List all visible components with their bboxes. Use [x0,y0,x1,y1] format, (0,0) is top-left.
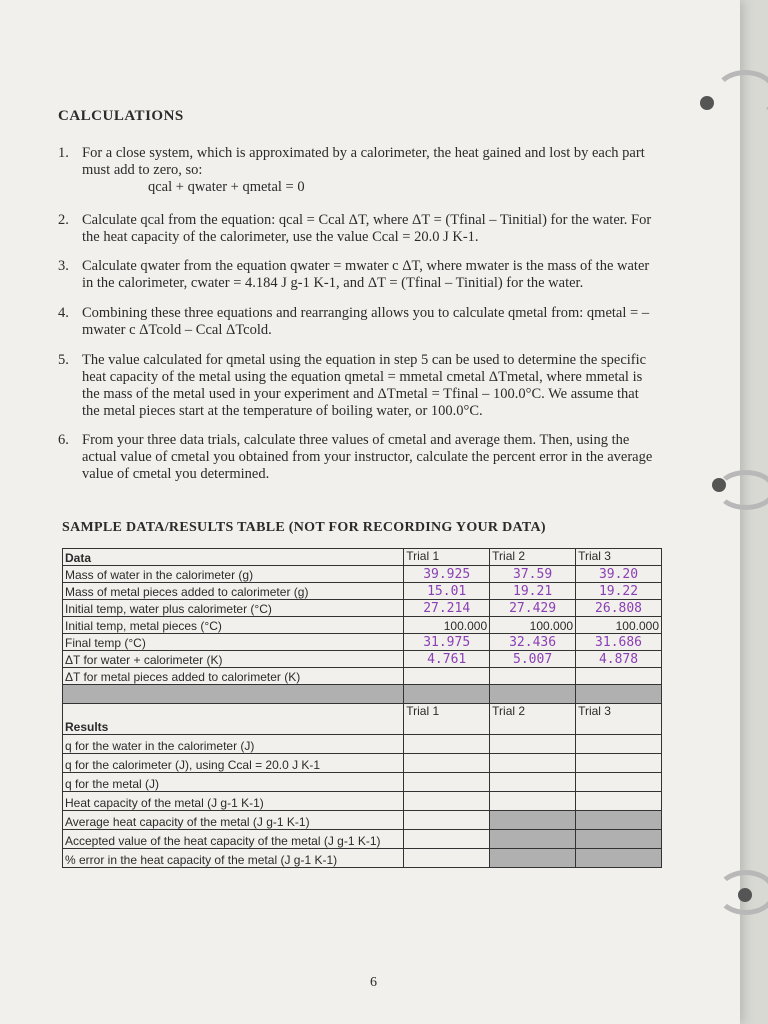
step-number: 5. [58,352,69,368]
row-label: q for the metal (J) [63,773,404,792]
step-1 [58,145,658,196]
table-row [63,651,662,668]
shaded-divider-row [63,685,662,704]
step-text: Calculate qwater from the equation qwater = mwater c ΔT, where mwater is the mass of the water in the calorimeter, cwater = 4.184 J g-1 K-1, and ΔT = (Tfinal – Tinitial) for the water. [82,258,650,291]
data-cell: 27.214 [404,600,490,617]
data-cell [576,668,662,685]
table-row [63,566,662,583]
trial-header: Trial 3 [576,704,662,735]
data-header: Data [63,549,404,566]
step-equation: qcal + qwater + qmetal = 0 [148,179,305,195]
data-cell [404,668,490,685]
row-label: ΔT for metal pieces added to calorimeter (K) [63,668,404,685]
results-header: Results [63,704,404,735]
data-cell: 31.975 [404,634,490,651]
punch-hole [738,888,752,902]
table-row [63,583,662,600]
table-row [63,792,662,811]
trial-header: Trial 1 [404,549,490,566]
step-text: The value calculated for qmetal using the equation in step 5 can be used to determine the specific heat capacity of the metal using the equation qmetal = mmetal cmetal ΔTmetal, where mmetal is the mass of the metal used in your experiment and ΔTmetal = Tfinal – 100.0°C. We assume that the metal pieces start at the temperature of boiling water, or 100.0°C. [82,352,647,419]
table-row [63,830,662,849]
step-number: 6. [58,432,69,448]
data-cell: 39.20 [576,566,662,583]
data-cell: 15.01 [404,583,490,600]
step-4 [58,305,658,339]
step-3 [58,258,658,292]
table-row [63,600,662,617]
step-2 [58,212,658,246]
trial-header: Trial 2 [490,704,576,735]
data-cell: 32.436 [490,634,576,651]
step-6 [58,432,658,483]
calculations-heading: CALCULATIONS [58,108,184,124]
data-cell: 19.22 [576,583,662,600]
row-label: q for the water in the calorimeter (J) [63,735,404,754]
table-row [63,811,662,830]
row-label: Heat capacity of the metal (J g-1 K-1) [63,792,404,811]
table-row [63,754,662,773]
data-cell: 100.000 [490,617,576,634]
data-cell: 26.808 [576,600,662,617]
step-number: 1. [58,145,69,161]
data-results-table [62,548,662,868]
step-5 [58,352,658,420]
table-row [63,668,662,685]
data-cell: 4.878 [576,651,662,668]
step-number: 2. [58,212,69,228]
row-label: Accepted value of the heat capacity of the metal (J g-1 K-1) [63,830,404,849]
page-number: 6 [370,975,377,990]
table-title: SAMPLE DATA/RESULTS TABLE (NOT FOR RECORDING YOUR DATA) [62,520,546,535]
row-label: Mass of metal pieces added to calorimeter (g) [63,583,404,600]
data-cell [490,668,576,685]
row-label: Initial temp, metal pieces (°C) [63,617,404,634]
step-text: Calculate qcal from the equation: qcal = Ccal ΔT, where ΔT = (Tfinal – Tinitial) for the water. For the heat capacity of the calorimeter, use the value Ccal = 20.0 J K-1. [82,212,652,245]
step-text: From your three data trials, calculate three values of cmetal and average them. Then, using the actual value of cmetal you obtained from your instructor, calculate the percent error in the average value of cmetal you determined. [82,432,653,482]
row-label: Final temp (°C) [63,634,404,651]
data-cell: 39.925 [404,566,490,583]
table-row [63,773,662,792]
table-row [63,849,662,868]
row-label: Initial temp, water plus calorimeter (°C) [63,600,404,617]
data-cell: 27.429 [490,600,576,617]
step-text: For a close system, which is approximated by a calorimeter, the heat gained and lost by each part must add to zero, so: [82,145,645,178]
row-label: ΔT for water + calorimeter (K) [63,651,404,668]
data-cell: 31.686 [576,634,662,651]
step-text: Combining these three equations and rearranging allows you to calculate qmetal from: qmetal = –mwater c ΔTcold – Ccal ΔTcold. [82,305,650,338]
row-label: Average heat capacity of the metal (J g-1 K-1) [63,811,404,830]
row-label: % error in the heat capacity of the metal (J g-1 K-1) [63,849,404,868]
step-number: 3. [58,258,69,274]
trial-header: Trial 1 [404,704,490,735]
data-cell: 5.007 [490,651,576,668]
data-cell: 19.21 [490,583,576,600]
table-row [63,617,662,634]
punch-hole [712,478,726,492]
trial-header: Trial 2 [490,549,576,566]
data-cell: 4.761 [404,651,490,668]
punch-hole [700,96,714,110]
row-label: q for the calorimeter (J), using Ccal = 20.0 J K-1 [63,754,404,773]
data-cell: 100.000 [576,617,662,634]
data-cell: 100.000 [404,617,490,634]
step-number: 4. [58,305,69,321]
table-row [63,735,662,754]
trial-header: Trial 3 [576,549,662,566]
table-row [63,634,662,651]
row-label: Mass of water in the calorimeter (g) [63,566,404,583]
data-cell: 37.59 [490,566,576,583]
